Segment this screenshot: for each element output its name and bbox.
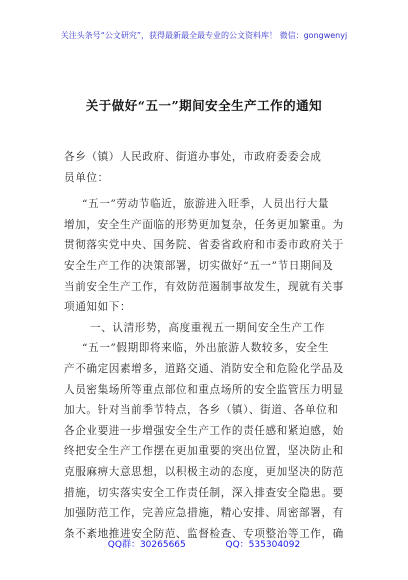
top-banner[interactable]: 关注头条号“公文研究”，获得最新最全最专业的公文资料库！ 微信：gongwenyj	[60, 31, 348, 40]
body-line: 措施，切实落实安全工作责任制，深入排查安全隐患。要	[64, 486, 344, 499]
qq-number: QQ：535304092	[225, 540, 301, 550]
body-line: 员单位：	[64, 171, 109, 184]
document-title: 关于做好“五一”期间安全生产工作的通知	[85, 98, 323, 113]
body-line: 当前安全生产工作，有效防范遏制事故发生，现就有关事	[64, 280, 344, 293]
body-line: 产不确定因素增多，道路交通、消防安全和危险化学品及	[64, 363, 344, 375]
body-line: “五一”劳动节临近，旅游进入旺季，人员出行大量	[82, 198, 330, 211]
body-line: 人员密集场所等重点部位和重点场所的安全监管压力明显	[64, 383, 344, 396]
body-line: 项通知如下：	[64, 301, 132, 314]
body-line: 加强防范工作，完善应急措施，精心安排、周密部署，有	[64, 507, 344, 520]
section-heading: 一、认清形势，高度重视五一期间安全生产工作	[90, 321, 326, 334]
body-line: 加大。针对当前季节特点，各乡（镇）、街道、各单位和	[64, 404, 339, 417]
body-line: 各乡（镇）人民政府、街道办事处，市政府委委会成	[64, 151, 322, 163]
body-line: 各企业要进一步增强安全生产工作的责任感和紧迫感，始	[64, 424, 344, 437]
body-line: 安全生产工作的决策部署，切实做好“五一”节日期间及	[64, 260, 334, 272]
body-line: 克服麻痹大意思想，以积极主动的态度，更加坚决的防范	[64, 466, 344, 478]
body-line: 条不紊地推进安全防范、监督检查、专项整治等工作，确	[64, 527, 344, 540]
footer-contact	[0, 537, 408, 550]
body-line: 贯彻落实党中央、国务院、省委省政府和市委市政府关于	[64, 239, 344, 252]
body-line: 终把安全生产工作摆在更加重要的突出位置，坚决防止和	[64, 445, 344, 458]
body-line: “五一”假期即将来临，外出旅游人数较多，安全生	[82, 342, 330, 355]
body-line: 增加，安全生产面临的形势更加复杂，任务更加繁重。为	[64, 218, 344, 231]
qq-group: QQ群：30265665	[107, 540, 186, 550]
